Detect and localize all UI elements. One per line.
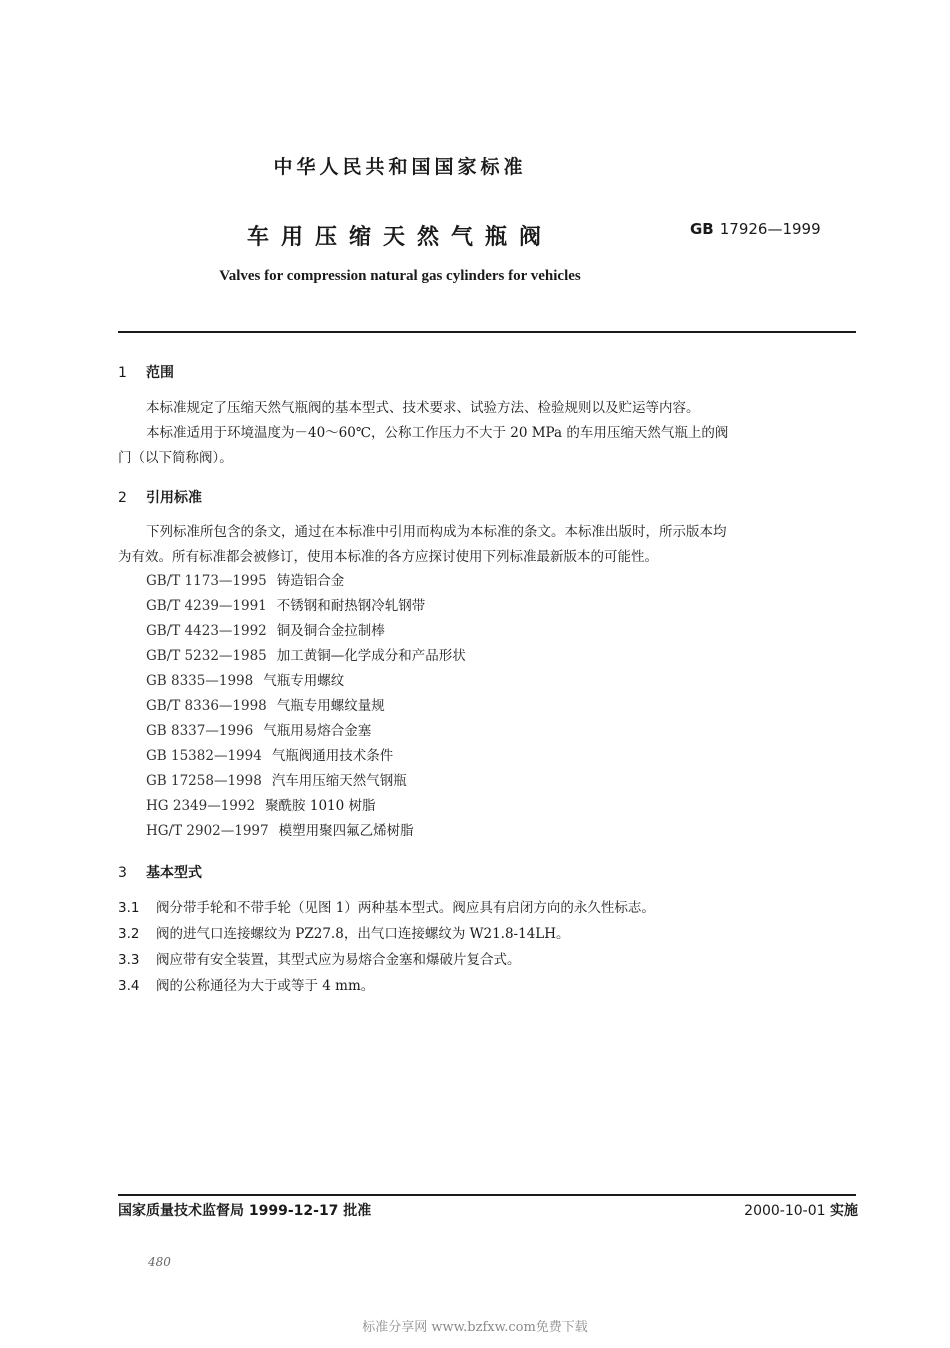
clause-number: 3.3 (118, 952, 140, 968)
reference-item (146, 594, 466, 619)
reference-item (146, 769, 466, 794)
clause-text: 阀应带有安全装置，其型式应为易熔合金塞和爆破片复合式。 (156, 952, 521, 968)
clause-text: 阀的公称通径为大于或等于 4 mm。 (156, 978, 375, 994)
reference-name: 不锈钢和耐热钢冷轧钢带 (276, 598, 426, 614)
reference-name: 模塑用聚四氟乙烯树脂 (278, 823, 414, 839)
standard-code: 17926—1999 (719, 220, 821, 238)
reference-code: HG 2349—1992 (146, 798, 256, 814)
section-title: 引用标准 (146, 490, 202, 506)
standard-category-heading: 中华人民共和国国家标准 (273, 156, 527, 178)
reference-name: 加工黄铜—化学成分和产品形状 (276, 648, 466, 664)
paragraph: 下列标准所包含的条文，通过在本标准中引用而构成为本标准的条文。本标准出版时，所示版本均 (146, 524, 727, 540)
paragraph: 为有效。所有标准都会被修订，使用本标准的各方应探讨使用下列标准最新版本的可能性。 (118, 549, 658, 565)
page-number: 480 (148, 1255, 171, 1269)
reference-code: GB/T 1173—1995 (146, 573, 267, 589)
section-title: 基本型式 (146, 865, 202, 881)
section-2-heading (118, 487, 202, 507)
reference-item (146, 694, 466, 719)
reference-name: 气瓶专用螺纹 (263, 673, 345, 689)
referenced-standards-list (146, 569, 466, 844)
clause-item (118, 973, 655, 999)
reference-item (146, 794, 466, 819)
reference-item (146, 819, 466, 844)
clause-text: 阀分带手轮和不带手轮（见图 1）两种基本型式。阀应具有启闭方向的永久性标志。 (156, 900, 655, 916)
clause-item (118, 921, 655, 947)
document-title: 车用压缩天然气瓶阀 (246, 225, 553, 250)
section-3-heading (118, 862, 202, 882)
clause-number: 3.4 (118, 978, 140, 994)
reference-name: 铸造铝合金 (276, 573, 345, 589)
clause-number: 3.1 (118, 900, 140, 916)
section-3-clauses (118, 895, 655, 999)
section-number: 2 (118, 490, 127, 506)
reference-code: GB 15382—1994 (146, 748, 262, 764)
reference-item (146, 569, 466, 594)
reference-name: 聚酰胺 1010 树脂 (265, 798, 376, 814)
effective-label: 实施 (830, 1203, 858, 1219)
clause-item (118, 895, 655, 921)
reference-item (146, 719, 466, 744)
clause-text: 阀的进气口连接螺纹为 PZ27.8，出气口连接螺纹为 W21.8-14LH。 (156, 926, 570, 942)
effective-date: 2000-10-01 (744, 1203, 826, 1219)
reference-name: 汽车用压缩天然气钢瓶 (271, 773, 407, 789)
standard-prefix: GB (690, 220, 714, 238)
reference-item (146, 619, 466, 644)
reference-code: GB/T 4239—1991 (146, 598, 267, 614)
section-number: 3 (118, 865, 127, 881)
clause-number: 3.2 (118, 926, 140, 942)
reference-code: GB 17258—1998 (146, 773, 262, 789)
reference-code: GB/T 8336—1998 (146, 698, 267, 714)
clause-item (118, 947, 655, 973)
approval-statement: 国家质量技术监督局 1999-12-17 批准 (118, 1203, 372, 1219)
section-number: 1 (118, 365, 127, 381)
footer-divider (118, 1194, 856, 1196)
standard-number (690, 220, 821, 238)
reference-code: HG/T 2902—1997 (146, 823, 269, 839)
section-1-heading (118, 362, 174, 382)
paragraph: 本标准适用于环境温度为－40～60℃，公称工作压力不大于 20 MPa 的车用压缩天然气瓶上的阀 (146, 425, 729, 441)
reference-code: GB 8335—1998 (146, 673, 254, 689)
section-2-body (118, 520, 858, 570)
reference-item (146, 744, 466, 769)
reference-name: 气瓶专用螺纹量规 (276, 698, 385, 714)
reference-name: 铜及铜合金拉制棒 (276, 623, 385, 639)
paragraph: 门（以下简称阀）。 (118, 450, 233, 466)
reference-name: 气瓶用易熔合金塞 (263, 723, 372, 739)
effective-statement (744, 1200, 858, 1220)
english-title: Valves for compression natural gas cylinders for vehicles (219, 268, 581, 284)
section-title: 范围 (146, 365, 174, 381)
reference-item (146, 669, 466, 694)
paragraph: 本标准规定了压缩天然气瓶阀的基本型式、技术要求、试验方法、检验规则以及贮运等内容。 (146, 400, 700, 416)
reference-item (146, 644, 466, 669)
reference-code: GB 8337—1996 (146, 723, 254, 739)
reference-code: GB/T 5232—1985 (146, 648, 267, 664)
reference-code: GB/T 4423—1992 (146, 623, 267, 639)
header-divider (118, 331, 856, 333)
watermark-text: 标准分享网 www.bzfxw.com免费下载 (362, 1320, 588, 1335)
reference-name: 气瓶阀通用技术条件 (271, 748, 394, 764)
section-1-body (118, 396, 858, 471)
